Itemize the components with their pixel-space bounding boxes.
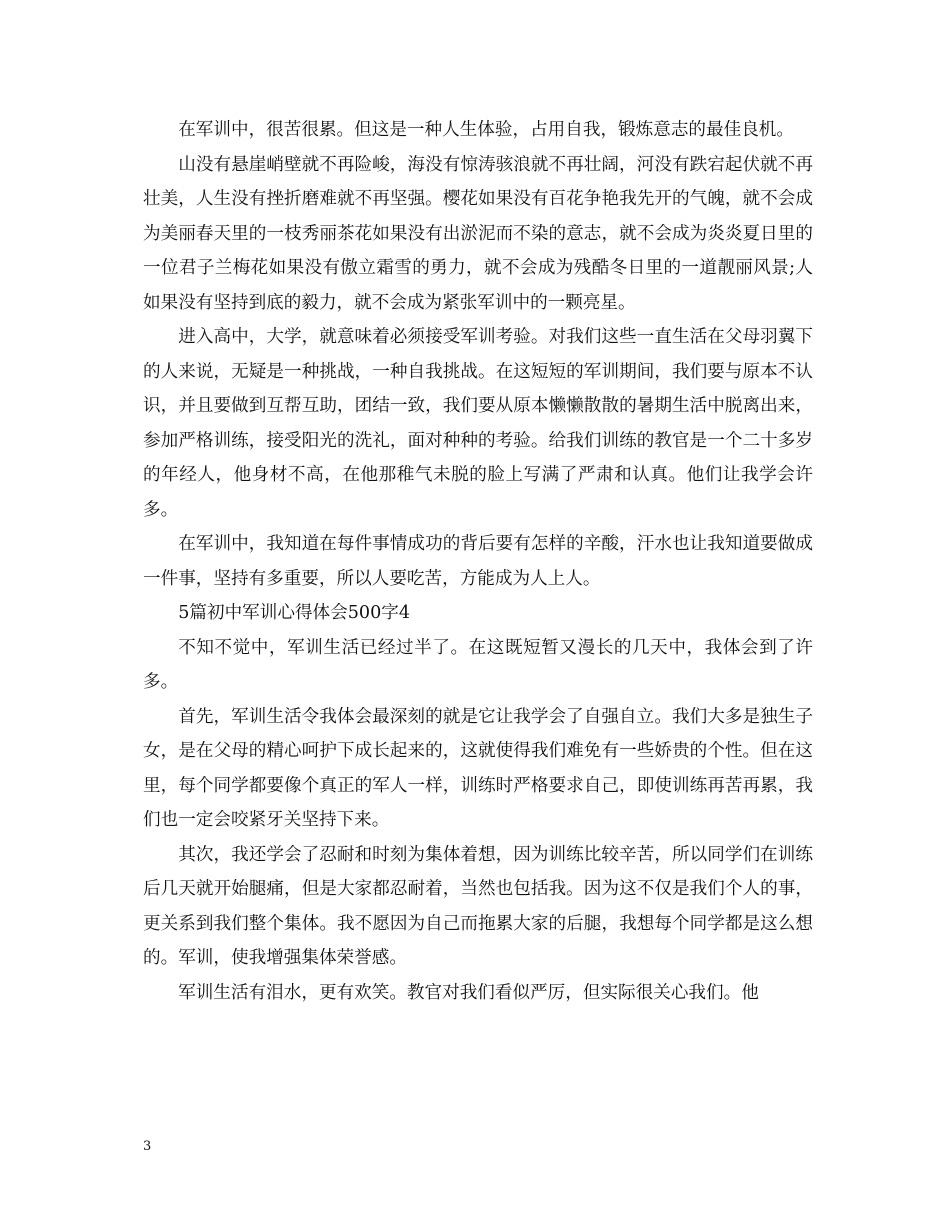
page-number: 3 (143, 1139, 152, 1154)
paragraph: 山没有悬崖峭壁就不再险峻，海没有惊涛骇浪就不再壮阔，河没有跌宕起伏就不再壮美，人生没有挫折磨难就不再坚强。樱花如果没有百花争艳我先开的气魄，就不会成为美丽春天里的一枝秀丽茶花如果没有出淤泥而不染的意志，就不会成为炎炎夏日里的一位君子兰梅花如果没有傲立霜雪的勇力，就不会成为残酷冬日里的一道靓丽风景;人如果没有坚持到底的毅力，就不会成为紧张军训中的一颗亮星。 (143, 154, 813, 313)
paragraph: 进入高中，大学，就意味着必须接受军训考验。对我们这些一直生活在父母羽翼下的人来说，无疑是一种挑战，一种自我挑战。在这短短的军训期间，我们要与原本不认识，并且要做到互帮互助，团结一致，我们要从原本懒懒散散的暑期生活中脱离出来，参加严格训练，接受阳光的洗礼，面对种种的考验。给我们训练的教官是一个二十多岁的年经人，他身材不高，在他那稚气未脱的脸上写满了严肃和认真。他们让我学会许多。 (143, 327, 813, 520)
paragraph: 其次，我还学会了忍耐和时刻为集体着想，因为训练比较辛苦，所以同学们在训练后几天就开始腿痛，但是大家都忍耐着，当然也包括我。因为这不仅是我们个人的事，更关系到我们整个集体。我不愿因为自己而拖累大家的后腿，我想每个同学都是这么想的。军训，使我增强集体荣誉感。 (143, 844, 813, 968)
paragraph: 首先，军训生活令我体会最深刻的就是它让我学会了自强自立。我们大多是独生子女，是在父母的精心呵护下成长起来的，这就使得我们难免有一些娇贵的个性。但在这里，每个同学都要像个真正的军人一样，训练时严格要求自己，即使训练再苦再累，我们也一定会咬紧牙关坚持下来。 (143, 706, 813, 830)
paragraph: 在军训中，我知道在每件事情成功的背后要有怎样的辛酸，汗水也让我知道要做成一件事，坚持有多重要，所以人要吃苦，方能成为人上人。 (143, 534, 813, 589)
section-heading: 5篇初中军训心得体会500字4 (178, 603, 411, 623)
body-text (143, 113, 813, 1010)
paragraph: 在军训中，很苦很累。但这是一种人生体验，占用自我，锻炼意志的最佳良机。 (178, 120, 794, 140)
paragraph: 不知不觉中，军训生活已经过半了。在这既短暂又漫长的几天中，我体会到了许多。 (143, 637, 813, 692)
paragraph: 军训生活有泪水，更有欢笑。教官对我们看似严厉，但实际很关心我们。他 (178, 982, 759, 1003)
